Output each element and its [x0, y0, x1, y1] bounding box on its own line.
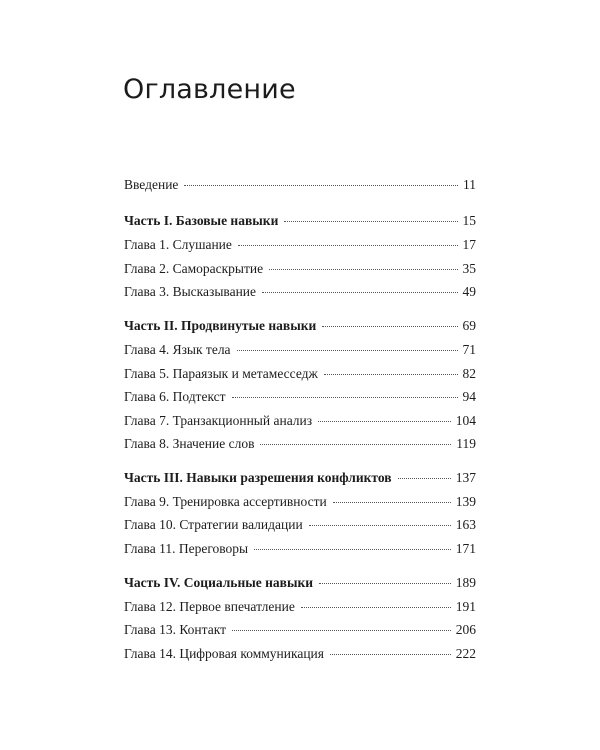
toc-entry-label: Глава 8. Значение слов	[124, 436, 255, 451]
toc-chapter-14[interactable]	[124, 646, 476, 664]
toc-chapter-8[interactable]	[124, 436, 476, 454]
toc-entry-page: 119	[456, 436, 476, 451]
dot-leader	[262, 292, 457, 293]
dot-leader	[333, 502, 451, 503]
toc-entry-label: Глава 1. Слушание	[124, 237, 232, 252]
toc-entry-page: 171	[455, 541, 476, 556]
toc-part-2[interactable]	[124, 318, 476, 336]
toc-entry-page: 11	[463, 177, 476, 192]
toc-chapter-1[interactable]	[124, 237, 476, 255]
toc-part-label: Часть IV. Социальные навыки	[124, 575, 314, 590]
toc-chapter-6[interactable]	[124, 389, 476, 407]
toc-chapter-9[interactable]	[124, 494, 476, 512]
toc-chapter-10[interactable]	[124, 517, 476, 535]
toc-entry-page: 191	[455, 599, 476, 614]
toc-entry-intro[interactable]	[124, 177, 476, 195]
toc-entry-page: 163	[455, 517, 476, 532]
dot-leader	[237, 350, 458, 351]
toc-chapter-5[interactable]	[124, 366, 476, 384]
toc-entry-label: Глава 5. Параязык и метамесседж	[124, 366, 318, 381]
toc-entry-label: Введение	[124, 177, 179, 192]
dot-leader	[319, 583, 451, 584]
toc-entry-label: Глава 6. Подтекст	[124, 389, 226, 404]
dot-leader	[330, 654, 451, 655]
toc-entry-page: 49	[462, 284, 476, 299]
dot-leader	[318, 421, 451, 422]
toc-chapter-12[interactable]	[124, 599, 476, 617]
toc-entry-label: Глава 2. Самораскрытие	[124, 261, 264, 276]
toc-part-3[interactable]	[124, 470, 476, 488]
toc-entry-page: 222	[455, 646, 476, 661]
toc-entry-page: 104	[455, 413, 476, 428]
toc-part-label: Часть III. Навыки разрешения конфликтов	[124, 470, 392, 485]
dot-leader	[309, 525, 451, 526]
dot-leader	[232, 630, 451, 631]
toc-entry-page: 82	[462, 366, 476, 381]
dot-leader	[238, 245, 458, 246]
toc-entry-page: 15	[462, 213, 476, 228]
dot-leader	[254, 549, 451, 550]
dot-leader	[260, 444, 451, 445]
toc-entry-label: Глава 7. Транзакционный анализ	[124, 413, 313, 428]
toc-entry-label: Глава 3. Высказывание	[124, 284, 257, 299]
dot-leader	[232, 397, 458, 398]
toc-chapter-2[interactable]	[124, 261, 476, 279]
toc-part-4[interactable]	[124, 575, 476, 593]
toc-chapter-13[interactable]	[124, 622, 476, 640]
dot-leader	[398, 478, 451, 479]
toc-entry-label: Глава 14. Цифровая коммуникация	[124, 646, 324, 661]
toc-entry-label: Глава 11. Переговоры	[124, 541, 249, 556]
dot-leader	[184, 185, 458, 186]
toc-entry-page: 17	[462, 237, 476, 252]
toc-entry-label: Глава 12. Первое впечатление	[124, 599, 295, 614]
toc-chapter-7[interactable]	[124, 413, 476, 431]
toc-chapter-4[interactable]	[124, 342, 476, 360]
toc-entry-page: 206	[455, 622, 476, 637]
page-title: Оглавление	[123, 74, 296, 105]
toc-part-1[interactable]	[124, 213, 476, 231]
toc-entry-label: Глава 9. Тренировка ассертивности	[124, 494, 327, 509]
toc-entry-page: 71	[462, 342, 476, 357]
toc-entry-page: 94	[462, 389, 476, 404]
dot-leader	[284, 221, 457, 222]
toc-entry-page: 35	[462, 261, 476, 276]
toc-part-label: Часть II. Продвинутые навыки	[124, 318, 317, 333]
toc-entry-label: Глава 4. Язык тела	[124, 342, 231, 357]
dot-leader	[324, 374, 458, 375]
toc-chapter-11[interactable]	[124, 541, 476, 559]
toc-entry-page: 137	[455, 470, 476, 485]
toc-part-label: Часть I. Базовые навыки	[124, 213, 279, 228]
toc-entry-label: Глава 13. Контакт	[124, 622, 226, 637]
dot-leader	[301, 607, 451, 608]
toc-entry-page: 189	[455, 575, 476, 590]
toc-entry-page: 139	[455, 494, 476, 509]
dot-leader	[269, 269, 457, 270]
toc-entry-page: 69	[462, 318, 476, 333]
toc-entry-label: Глава 10. Стратегии валидации	[124, 517, 303, 532]
dot-leader	[322, 326, 457, 327]
toc-chapter-3[interactable]	[124, 284, 476, 302]
